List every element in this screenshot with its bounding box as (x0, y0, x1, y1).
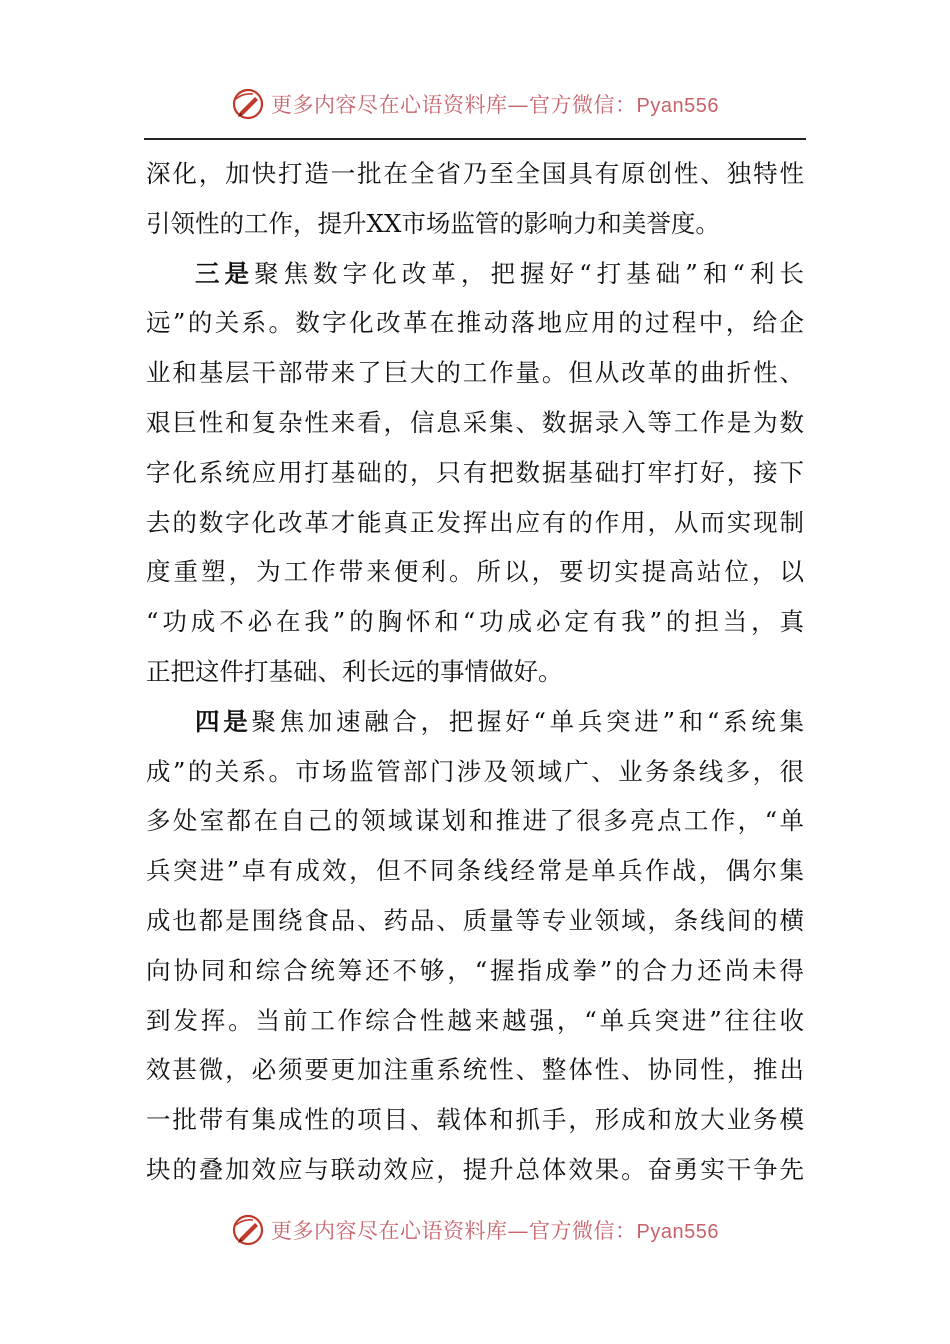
text-line: 多处室都在自己的领域谋划和推进了很多亮点工作，“单 (146, 806, 804, 836)
header-banner (0, 82, 950, 126)
paragraph-1 (146, 149, 804, 249)
text-line: 兵突进”卓有成效，但不同条线经常是单兵作战，偶尔集 (146, 856, 804, 886)
text-line: 引领性的工作，提升XX市场监管的影响力和美誉度。 (146, 208, 720, 238)
text-line: 字化系统应用打基础的，只有把数据基础打牢打好，接下 (146, 457, 804, 487)
paragraph-2 (146, 249, 804, 697)
text-line: 三是聚焦数字化改革，把握好“打基础”和“利长 (195, 258, 805, 288)
footer-banner-text: 更多内容尽在心语资料库—官方微信：Pyan556 (271, 1219, 719, 1243)
text-line: 度重塑，为工作带来便利。所以，要切实提高站位，以 (146, 557, 804, 587)
header-divider (144, 138, 806, 140)
footer-banner (0, 1208, 950, 1252)
text-line: 远”的关系。数字化改革在推动落地应用的过程中，给企 (146, 308, 804, 338)
text-line: 效甚微，必须要更加注重系统性、整体性、协同性，推出 (146, 1055, 804, 1085)
text-line: 块的叠加效应与联动效应，提升总体效果。奋勇实干争先 (146, 1154, 804, 1184)
text-line: 向协同和综合统筹还不够，“握指成拳”的合力还尚未得 (146, 955, 804, 985)
pen-logo-icon (231, 87, 265, 121)
header-banner-text: 更多内容尽在心语资料库—官方微信：Pyan556 (271, 93, 719, 117)
document-body (146, 149, 804, 1195)
text-line: 一批带有集成性的项目、载体和抓手，形成和放大业务模 (146, 1105, 804, 1135)
paragraph-3 (146, 697, 804, 1195)
text-line: “功成不必在我”的胸怀和“功成必定有我”的担当，真 (146, 607, 804, 637)
text-line: 成也都是围绕食品、药品、质量等专业领域，条线间的横 (146, 905, 804, 935)
text-line: 到发挥。当前工作综合性越来越强，“单兵突进”往往收 (146, 1005, 804, 1035)
text-line: 正把这件打基础、利长远的事情做好。 (146, 656, 563, 686)
footer-wechat-id: Pyan556 (636, 1221, 719, 1243)
text-line: 去的数字化改革才能真正发挥出应有的作用，从而实现制 (146, 507, 804, 537)
paragraph-lead: 四是 (195, 706, 252, 736)
text-line: 四是聚焦加速融合，把握好“单兵突进”和“系统集 (195, 706, 804, 736)
text-line: 艰巨性和复杂性来看，信息采集、数据录入等工作是为数 (146, 407, 804, 437)
text-line: 业和基层干部带来了巨大的工作量。但从改革的曲折性、 (146, 358, 804, 388)
text-line: 深化，加快打造一批在全省乃至全国具有原创性、独特性 (146, 159, 804, 188)
paragraph-lead: 三是 (195, 258, 255, 288)
text-line: 成”的关系。市场监管部门涉及领域广、业务条线多，很 (146, 756, 804, 786)
pen-logo-icon (231, 1213, 265, 1247)
header-wechat-id: Pyan556 (636, 95, 719, 117)
